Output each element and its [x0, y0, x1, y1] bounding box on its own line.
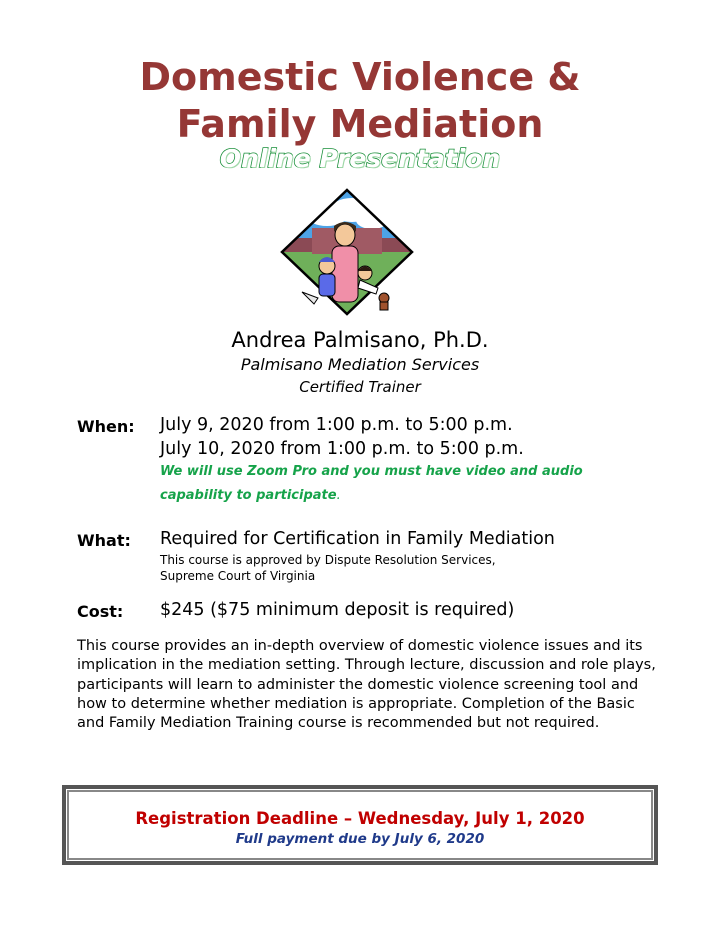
registration-deadline: Registration Deadline – Wednesday, July 1, 2020	[135, 809, 585, 828]
zoom-note-end: .	[336, 488, 341, 503]
when-label: When:	[77, 417, 135, 436]
presenter-name: Andrea Palmisano, Ph.D.	[231, 328, 489, 352]
presenter-role: Certified Trainer	[299, 378, 421, 396]
cost-label: Cost:	[77, 602, 124, 621]
when-date-2: July 10, 2020 from 1:00 p.m. to 5:00 p.m.	[160, 439, 524, 459]
approval-line-2: Supreme Court of Virginia	[160, 569, 316, 583]
payment-due: Full payment due by July 6, 2020	[235, 831, 485, 847]
family-house-clipart-icon	[272, 188, 422, 316]
title-line-2: Family Mediation	[176, 102, 544, 146]
zoom-note	[160, 460, 640, 508]
cost-text: $245 ($75 minimum deposit is required)	[160, 600, 515, 620]
presenter-organization: Palmisano Mediation Services	[240, 355, 480, 374]
what-text: Required for Certification in Family Mediation	[160, 529, 555, 549]
zoom-note-line-1: We will use Zoom Pro and you must have video and audio	[160, 464, 583, 479]
registration-box	[62, 785, 658, 865]
course-description: This course provides an in-depth overview of domestic violence issues and its implication in the mediation setting. Through lecture, discussion and role plays, participants will learn to administer the domestic violence screening tool and how to determine whether mediation is appropriate. Completion of the Basic and Family Mediation Training course is recommended but not required.	[77, 638, 656, 732]
subtitle: Online Presentation	[219, 144, 501, 173]
zoom-note-line-2: capability to participate	[160, 488, 337, 503]
what-label: What:	[77, 531, 131, 550]
approval-line-1: This course is approved by Dispute Resolution Services,	[160, 553, 496, 567]
title-line-1: Domestic Violence &	[139, 55, 581, 99]
when-date-1: July 9, 2020 from 1:00 p.m. to 5:00 p.m.	[160, 415, 513, 435]
